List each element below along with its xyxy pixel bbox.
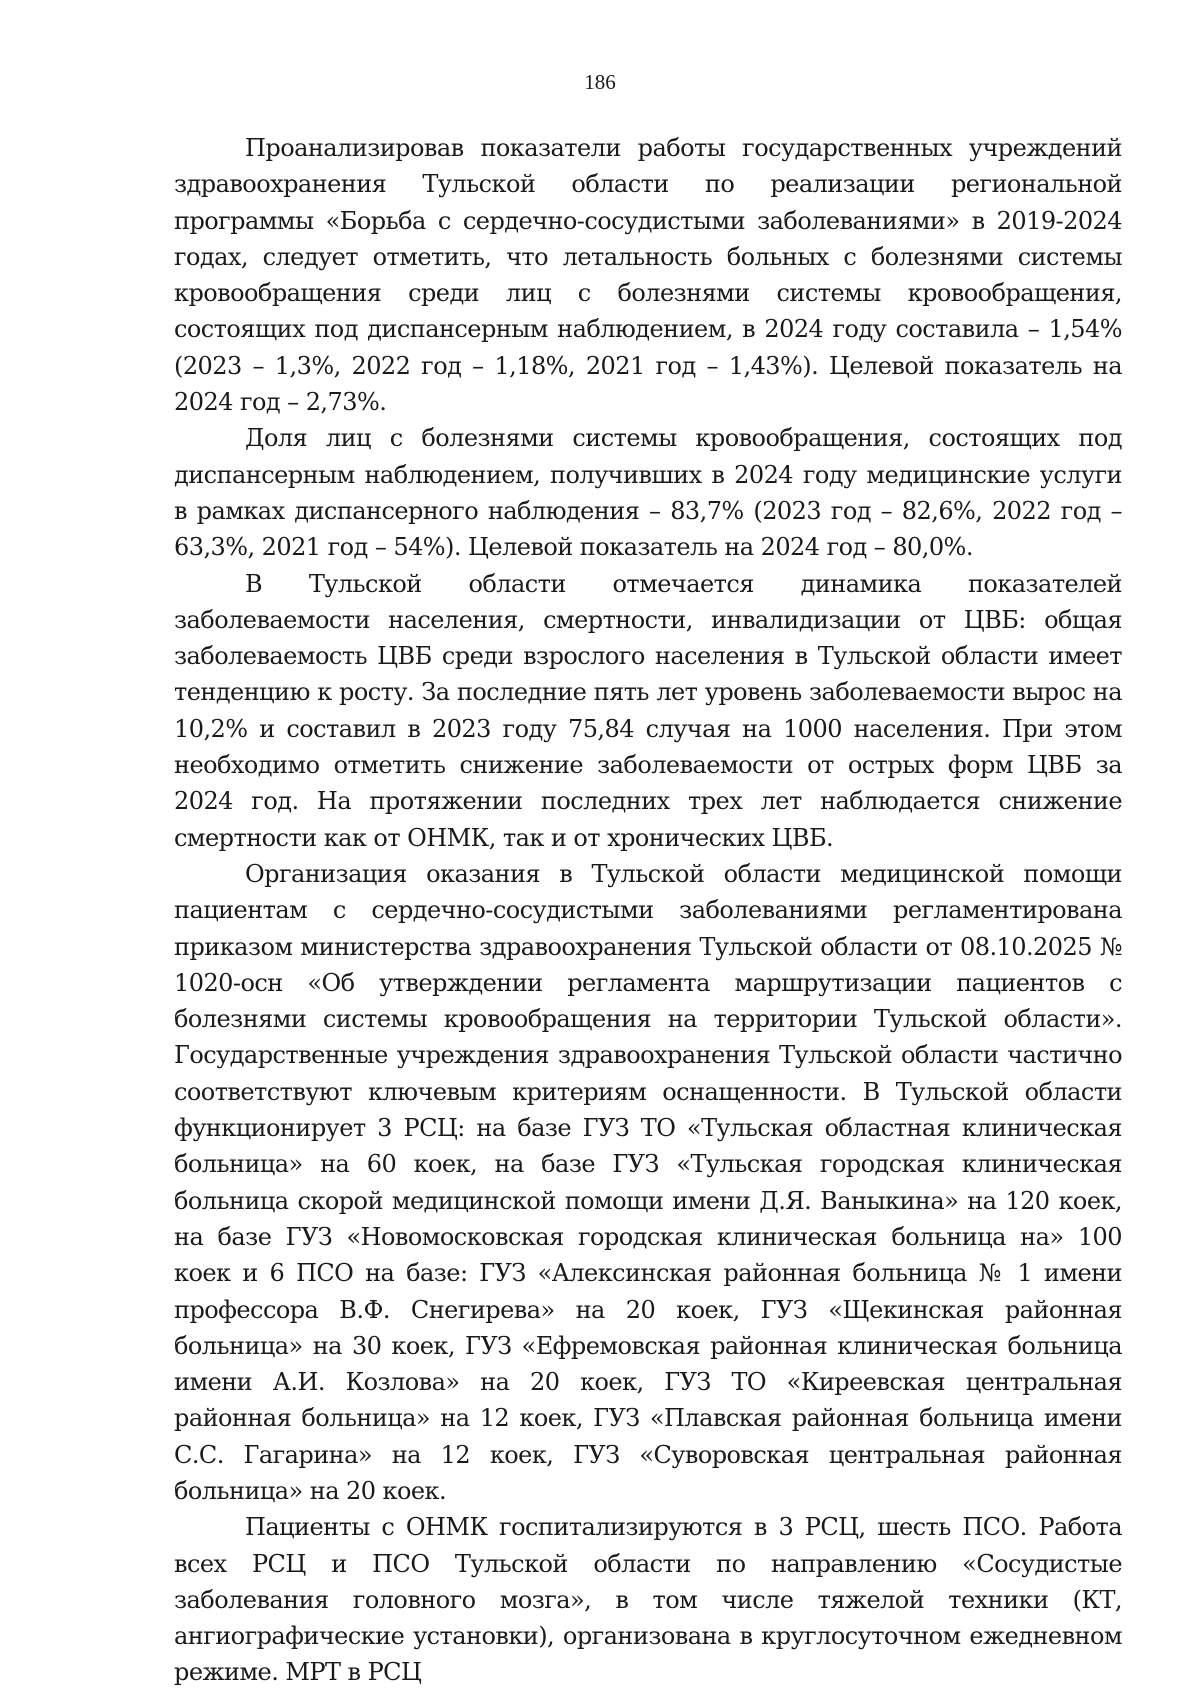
paragraph-4: Организация оказания в Тульской области медицинской помощи пациентам с сердечно-сосудистыми заболеваниями регламентирована приказом министерства здравоохранения Тульской области от 08.10.2025 № 1020-осн «Об утверждении регламента маршрутизации пациентов с болезнями системы кровообращения на территории Тульской области». Государственные учреждения здравоохранения Тульской области частично соответствуют ключевым критериям оснащенности. В Тульской области функционирует 3 РСЦ: на базе ГУЗ ТО «Тульская областная клиническая больница» на 60 коек, на базе ГУЗ «Тульская городская клиническая больница скорой медицинской помощи имени Д.Я. Ваныкина» на 120 коек, на базе ГУЗ «Новомосковская городская клиническая больница на» 100 коек и 6 ПСО на базе: ГУЗ «Алексинская районная больница № 1 имени профессора В.Ф. Снегирева» на 20 коек, ГУЗ «Щекинская районная больница» на 30 коек, ГУЗ «Ефремовская районная клиническая больница имени А.И. Козлова» на 20 коек, ГУЗ ТО «Киреевская центральная районная больница» на 12 коек, ГУЗ «Плавская районная больница имени С.С. Гагарина» на 12 коек, ГУЗ «Суворовская центральная районная больница» на 20 коек.	[174, 859, 1122, 1505]
page-number: 186	[584, 70, 616, 94]
paragraph-5: Пациенты с ОНМК госпитализируются в 3 РСЦ, шесть ПСО. Работа всех РСЦ и ПСО Тульской области по направлению «Сосудистые заболевания головного мозга», в том числе тяжелой техники (КТ, ангиографические установки), организована в круглосуточном ежедневном режиме. МРТ в РСЦ	[174, 1513, 1122, 1687]
paragraph-3: В Тульской области отмечается динамика показателей заболеваемости населения, смертности, инвалидизации от ЦВБ: общая заболеваемость ЦВБ среди взрослого населения в Тульской области имеет тенденцию к росту. За последние пять лет уровень заболеваемости вырос на 10,2% и составил в 2023 году 75,84 случая на 1000 населения. При этом необходимо отметить снижение заболеваемости от острых форм ЦВБ за 2024 год. На протяжении последних трех лет наблюдается снижение смертности как от ОНМК, так и от хронических ЦВБ.	[174, 569, 1122, 852]
paragraph-2: Доля лиц с болезнями системы кровообращения, состоящих под диспансерным наблюдением, получивших в 2024 году медицинские услуги в рамках диспансерного наблюдения – 83,7% (2023 год – 82,6%, 2022 год – 63,3%, 2021 год – 54%). Целевой показатель на 2024 год – 80,0%.	[174, 424, 1122, 562]
document-body	[174, 130, 1122, 1691]
paragraph-1: Проанализировав показатели работы государственных учреждений здравоохранения Тульской области по реализации региональной программы «Борьба с сердечно-сосудистыми заболеваниями» в 2019-2024 годах, следует отметить, что летальность больных с болезнями системы кровообращения среди лиц с болезнями системы кровообращения, состоящих под диспансерным наблюдением, в 2024 году составила – 1,54% (2023 – 1,3%, 2022 год – 1,18%, 2021 год – 1,43%). Целевой показатель на 2024 год – 2,73%.	[174, 134, 1122, 417]
